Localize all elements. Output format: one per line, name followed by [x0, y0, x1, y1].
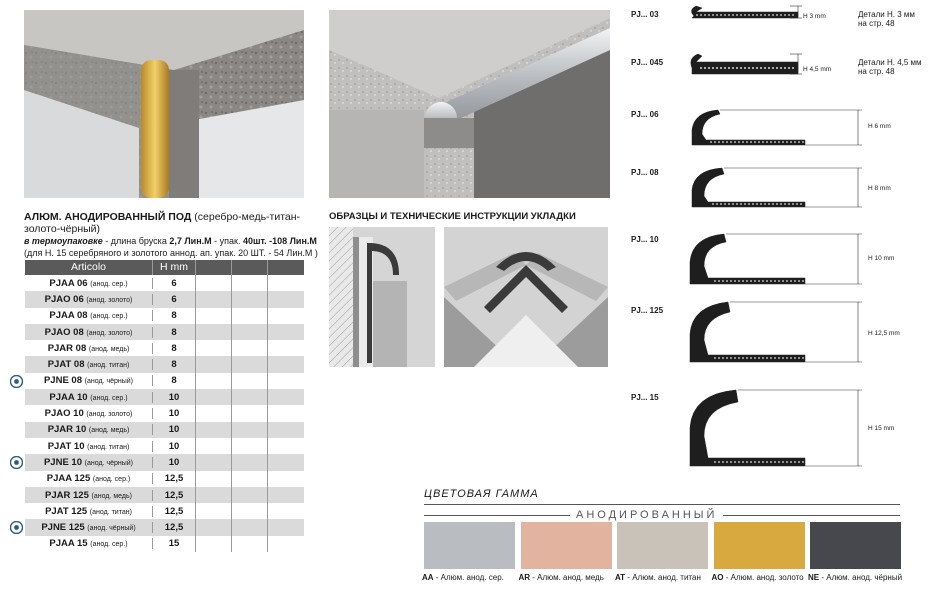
color-swatch-label: NE - Алюм. анод. чёрный — [808, 573, 903, 582]
article-finish: (анод. сер.) — [90, 280, 128, 288]
article-code: PJAA 08 — [49, 310, 88, 322]
article-code: PJAA 15 — [49, 538, 88, 550]
article-cell — [25, 424, 152, 435]
article-finish: (анод. сер.) — [90, 313, 128, 321]
table-row — [25, 519, 304, 535]
article-cell — [25, 278, 152, 289]
height-cell: 10 — [152, 408, 195, 419]
article-cell — [25, 327, 152, 338]
article-cell — [25, 457, 152, 468]
color-swatch-label: AR - Алюм. анод. медь — [518, 573, 604, 582]
divider — [424, 504, 900, 505]
dim-label-06: H 6 mm — [868, 123, 891, 130]
height-cell: 10 — [152, 457, 195, 468]
table-row — [25, 308, 304, 324]
description-line-1: АЛЮМ. АНОДИРОВАННЫЙ ПОД (серебро-медь-титан-золото-чёрный) — [24, 211, 301, 235]
table-header — [25, 260, 304, 275]
article-cell — [25, 522, 152, 533]
profile-shape-03 — [691, 6, 798, 18]
article-cell — [25, 441, 152, 452]
color-range-title: ЦВЕТОВАЯ ГАММА — [424, 488, 539, 500]
article-cell — [25, 408, 152, 419]
profile-shape-15 — [690, 390, 805, 466]
article-code: PJNE 10 — [43, 456, 82, 468]
article-finish: (анод. золото) — [86, 411, 133, 419]
header-articolo: Articolo — [70, 261, 106, 273]
product-photo-gold — [24, 10, 304, 198]
profile-code-08: PJ... 08 — [631, 168, 659, 177]
height-cell: 6 — [152, 278, 195, 289]
article-cell — [25, 375, 152, 386]
article-code: PJNE 125 — [41, 522, 85, 534]
article-code: PJAT 10 — [47, 440, 85, 452]
profile-shape-125 — [690, 302, 805, 362]
article-finish: (анод. титан) — [87, 443, 130, 451]
profile-shape-045 — [691, 54, 798, 74]
article-cell — [25, 538, 152, 549]
article-cell — [25, 506, 152, 517]
detail-note-045: Детали Н. 4,5 мм на стр. 48 — [858, 58, 922, 76]
article-finish: (анод. сер.) — [90, 394, 128, 402]
article-code: PJAO 10 — [44, 408, 84, 420]
eye-icon[interactable] — [10, 375, 23, 388]
article-finish: (анод. золото) — [86, 296, 133, 304]
table-row — [25, 405, 304, 421]
height-cell: 8 — [152, 343, 195, 354]
profile-shape-08 — [692, 168, 805, 207]
table-row — [25, 487, 304, 503]
article-code: PJNE 08 — [43, 375, 82, 387]
profile-code-06: PJ... 06 — [631, 110, 659, 119]
profile-code-045: PJ... 045 — [631, 58, 664, 67]
color-swatch-ne — [810, 522, 901, 569]
article-cell — [25, 490, 152, 501]
article-cell — [25, 359, 152, 370]
color-swatch-aa — [424, 522, 515, 569]
article-finish: (анод. золото) — [86, 329, 133, 337]
table-row — [25, 324, 304, 340]
dim-label-03: H 3 mm — [803, 13, 826, 20]
height-cell: 12,5 — [152, 506, 195, 517]
height-cell: 8 — [152, 359, 195, 370]
table-row — [25, 471, 304, 487]
article-cell — [25, 343, 152, 354]
table-row — [25, 536, 304, 552]
color-swatch-ar — [521, 522, 612, 569]
article-code: PJAT 125 — [45, 505, 88, 517]
article-code: PJAA 10 — [49, 391, 88, 403]
table-row — [25, 454, 304, 470]
article-code: PJAT 08 — [47, 359, 85, 371]
height-cell: 8 — [152, 327, 195, 338]
article-cell — [25, 392, 152, 403]
article-finish: (анод. титан) — [87, 362, 130, 370]
article-finish: (анод. медь) — [88, 345, 130, 353]
header-h-mm: H mm — [152, 260, 195, 275]
article-finish: (анод. сер.) — [92, 476, 131, 484]
table-row — [25, 503, 304, 519]
table-row — [25, 438, 304, 454]
profile-code-125: PJ... 125 — [631, 306, 664, 315]
eye-icon[interactable] — [10, 521, 23, 534]
table-row — [25, 422, 304, 438]
install-title: ОБРАЗЦЫ И ТЕХНИЧЕСКИЕ ИНСТРУКЦИИ УКЛАДКИ — [329, 211, 576, 222]
height-cell: 8 — [152, 310, 195, 321]
article-finish: (анод. титан) — [89, 508, 132, 516]
detail-note-03: Детали Н. 3 мм на стр. 48 — [858, 10, 915, 28]
height-cell: 8 — [152, 375, 195, 386]
color-swatch-ao — [714, 522, 805, 569]
article-code: PJAR 08 — [47, 342, 87, 354]
dim-label-10: H 10 mm — [868, 255, 895, 262]
table-row — [25, 291, 304, 307]
color-swatch-at — [617, 522, 708, 569]
height-cell: 12,5 — [152, 490, 195, 501]
article-finish: (анод. чёрный) — [84, 459, 134, 467]
article-code: PJAO 08 — [44, 326, 84, 338]
article-finish: (анод. чёрный) — [84, 378, 134, 386]
article-code: PJAA 125 — [46, 473, 91, 485]
product-description — [24, 211, 324, 259]
color-swatch-label: AA - Алюм. анод. сер. — [422, 573, 504, 582]
height-cell: 12,5 — [152, 473, 195, 484]
article-code: PJAA 06 — [49, 277, 88, 289]
color-swatch-label: AO - Алюм. анод. золото — [711, 573, 804, 582]
description-line-3: (для Н. 15 серебряного и золотого аннод. ап. упак. 20 ШТ. - 54 Лин.М ) — [24, 248, 318, 258]
table-row — [25, 340, 304, 356]
table-row — [25, 356, 304, 372]
profile-code-15: PJ... 15 — [631, 393, 659, 402]
article-finish: (анод. чёрный) — [87, 525, 136, 533]
profile-shape-06 — [692, 110, 805, 145]
article-finish: (анод. сер.) — [90, 541, 128, 549]
color-group-label: АНОДИРОВАННЫЙ — [570, 509, 723, 521]
height-cell: 12,5 — [152, 522, 195, 533]
description-line-2: в термоупаковке - длина бруска 2,7 Лин.М - упак. 40шт. -108 Лин.М — [24, 236, 317, 246]
article-finish: (анод. медь) — [91, 492, 132, 500]
profile-code-10: PJ... 10 — [631, 235, 659, 244]
height-cell: 6 — [152, 294, 195, 305]
article-cell — [25, 294, 152, 305]
dim-label-08: H 8 mm — [868, 185, 891, 192]
dim-label-045: H 4,5 mm — [803, 66, 832, 73]
height-cell: 10 — [152, 392, 195, 403]
article-code: PJAO 06 — [44, 293, 84, 305]
article-finish: (анод. медь) — [88, 427, 130, 435]
install-drawing-wall — [329, 227, 435, 367]
profile-code-03: PJ... 03 — [631, 10, 659, 19]
eye-icon[interactable] — [10, 456, 23, 469]
table-row — [25, 389, 304, 405]
dim-label-15: H 15 mm — [868, 425, 895, 432]
color-swatch-label: AT - Алюм. анод. титан — [615, 573, 701, 582]
height-cell: 15 — [152, 538, 195, 549]
article-code: PJAR 10 — [47, 424, 87, 436]
article-table — [25, 260, 304, 552]
table-row — [25, 275, 304, 291]
install-drawing-corner — [444, 227, 608, 367]
height-cell: 10 — [152, 441, 195, 452]
height-cell: 10 — [152, 424, 195, 435]
product-photo-silver — [329, 10, 610, 198]
article-code: PJAR 125 — [45, 489, 89, 501]
article-cell — [25, 310, 152, 321]
table-row — [25, 373, 304, 389]
profile-shape-10 — [690, 234, 805, 284]
dim-label-125: H 12,5 mm — [868, 330, 900, 337]
article-cell — [25, 473, 152, 484]
